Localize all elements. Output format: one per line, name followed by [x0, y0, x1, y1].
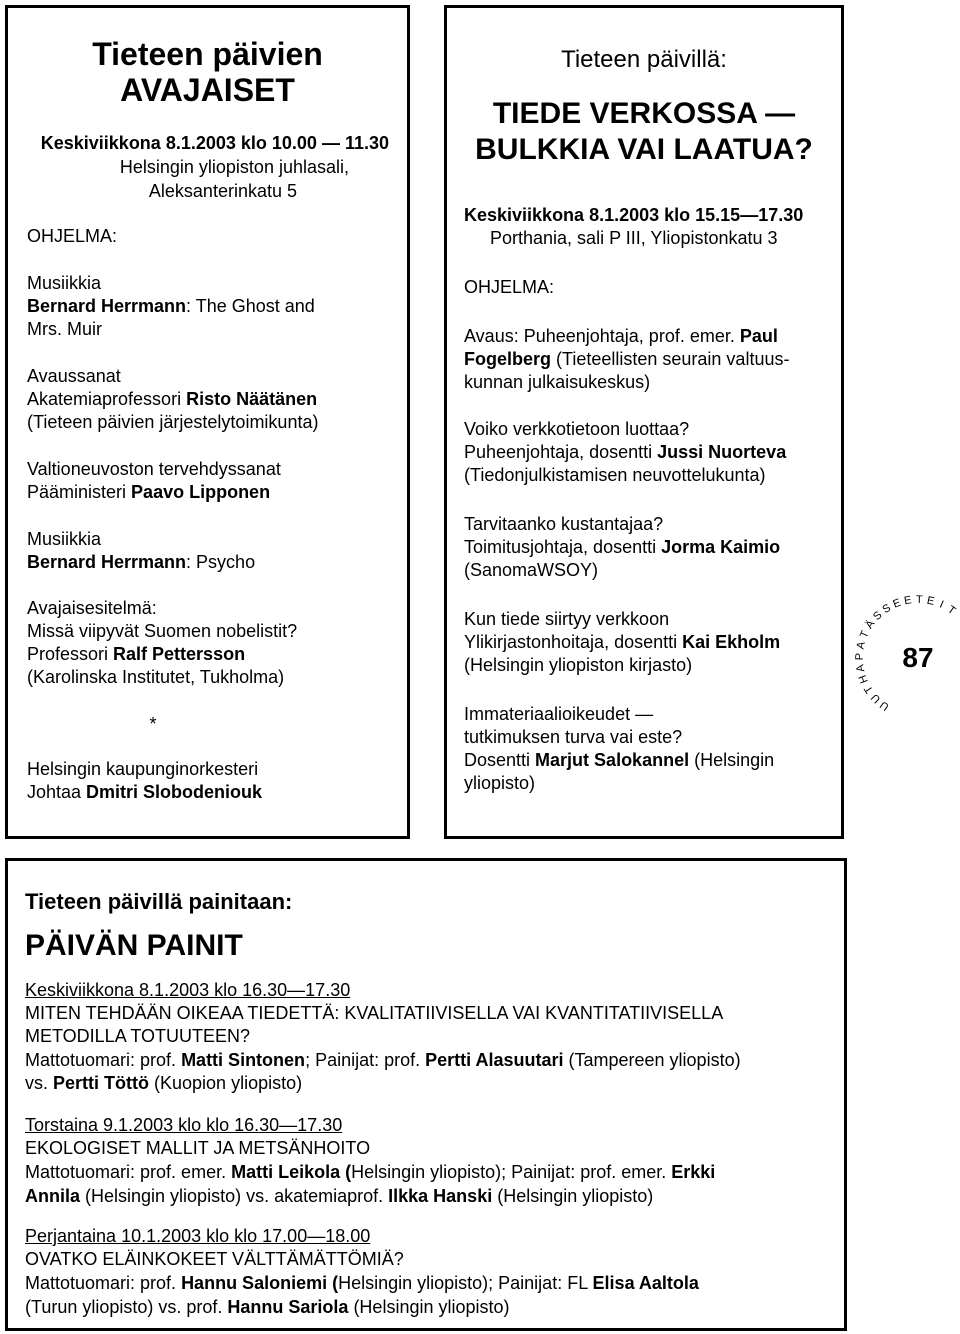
- panel-q1: Voiko verkkotietoon luottaa?: [464, 419, 690, 439]
- opening-box: [5, 5, 410, 839]
- badge-arc-letter: A: [854, 640, 868, 651]
- panel-opening-org2: kunnan julkaisukeskus): [464, 372, 651, 392]
- lecture-name: Ralf Pettersson: [113, 644, 246, 664]
- greeting-title: Pääministeri: [27, 482, 132, 502]
- lecture-line: [27, 643, 245, 665]
- lecture-label: Avajaisesitelmä:: [27, 598, 157, 618]
- tieteessa-tapahtuu-badge: [853, 568, 958, 748]
- badge-arc-letter: I: [937, 598, 946, 611]
- panel-q3: Kun tiede siirtyy verkkoon: [464, 609, 670, 629]
- conductor-label: Johtaa: [27, 782, 87, 802]
- bout1-w1-name: Pertti Alasuutari: [425, 1050, 564, 1070]
- panel-box: [444, 5, 844, 839]
- panel-opening-line1: [464, 325, 778, 347]
- bout1-line1: [25, 1049, 741, 1071]
- bout3-w1-org: (Turun yliopisto) vs. prof.: [25, 1297, 228, 1317]
- panel-q2: Tarvitaanko kustantajaa?: [464, 514, 664, 534]
- greeting-label: Valtioneuvoston tervehdyssanat: [27, 459, 281, 479]
- bout2-topic: EKOLOGISET MALLIT JA METSÄNHOITO: [25, 1138, 371, 1158]
- bout3-w2-org: (Helsingin yliopisto): [348, 1297, 510, 1317]
- bout2-line1: [25, 1161, 715, 1183]
- badge-arc-letter: T: [862, 683, 876, 696]
- music1-work2: Mrs. Muir: [27, 319, 102, 339]
- speech-title: Akatemiaprofessori: [27, 389, 187, 409]
- bout1-w2-name: Pertti Töttö: [53, 1073, 150, 1093]
- bout1-vs: vs.: [25, 1073, 54, 1093]
- panel-q3-org: (Helsingin yliopiston kirjasto): [464, 655, 693, 675]
- music1-composer: Bernard Herrmann: [27, 296, 187, 316]
- music1-work: : The Ghost and: [186, 296, 315, 316]
- panel-opening-org1: (Tieteellisten seurain valtuus-: [551, 349, 790, 369]
- panel-q3-title: Ylikirjastonhoitaja, dosentti: [464, 632, 683, 652]
- bout3-w1-name: Elisa Aaltola: [592, 1273, 699, 1293]
- bout2-date: Torstaina 9.1.2003 klo klo 16.30—17.30: [25, 1115, 343, 1135]
- panel-q1-name: Jussi Nuorteva: [657, 442, 787, 462]
- badge-arc-letter: T: [945, 603, 958, 618]
- bout3-ref-name: Hannu Saloniemi (: [181, 1273, 339, 1293]
- panel-q1-org: (Tiedonjulkistamisen neuvottelukunta): [464, 465, 766, 485]
- opening-datetime: Keskiviikkona 8.1.2003 klo 10.00 — 11.30: [40, 133, 389, 153]
- panel-q3-line: [464, 631, 780, 653]
- bout3-date: Perjantaina 10.1.2003 klo klo 17.00—18.00: [25, 1226, 371, 1246]
- panel-opening-name1: Paul: [739, 326, 778, 346]
- wrestling-title: PÄIVÄN PAINIT: [25, 929, 243, 962]
- conductor-line: [27, 781, 262, 803]
- music2-label: Musiikkia: [27, 529, 102, 549]
- separator-star: *: [149, 714, 157, 734]
- speech-label: Avaussanat: [27, 366, 121, 386]
- speech-line: [27, 388, 317, 410]
- panel-venue: Porthania, sali P III, Yliopistonkatu 3: [490, 228, 778, 248]
- panel-opening-line2: [464, 348, 789, 370]
- panel-q4-org1: (Helsingin: [689, 750, 775, 770]
- opening-venue-line1: Helsingin yliopiston juhlasali,: [119, 157, 349, 177]
- bout1-topic1: MITEN TEHDÄÄN OIKEAA TIEDETTÄ: KVALITATIIVISELLA VAI KVANTITATIIVISELLA: [25, 1003, 724, 1023]
- badge-logo: [853, 568, 958, 748]
- bout1-w1-org: (Tampereen yliopisto): [563, 1050, 741, 1070]
- badge-arc-letter: H: [856, 673, 871, 685]
- bout1-topic2: METODILLA TOTUUTEEN?: [25, 1026, 251, 1046]
- panel-program-label: OHJELMA:: [464, 277, 555, 297]
- badge-arc-letter: A: [854, 663, 868, 673]
- greeting-name: Paavo Lipponen: [131, 482, 271, 502]
- panel-q4-line2: tutkimuksen turva vai este?: [464, 727, 683, 747]
- panel-title-line1: TIEDE VERKOSSA —: [492, 97, 796, 130]
- bout2-w1-name1: Erkki: [671, 1162, 716, 1182]
- music1-line: [27, 295, 315, 317]
- opening-title-line1: Tieteen päivien: [92, 36, 323, 72]
- panel-q4-line1: Immateriaalioikeudet —: [464, 704, 654, 724]
- bout2-w2-name: Ilkka Hanski: [388, 1186, 493, 1206]
- bout1-date: Keskiviikkona 8.1.2003 klo 16.30—17.30: [25, 980, 351, 1000]
- bout1-ref-name: Matti Sintonen: [181, 1050, 306, 1070]
- bout2-ref-org: Helsingin yliopisto); Painijat: prof. emer.: [351, 1162, 672, 1182]
- wrestling-heading: Tieteen päivillä painitaan:: [25, 889, 293, 914]
- panel-q3-name: Kai Ekholm: [682, 632, 781, 652]
- speech-org: (Tieteen päivien järjestelytoimikunta): [27, 412, 319, 432]
- bout3-line2: [25, 1296, 510, 1318]
- panel-q4-org2: yliopisto): [464, 773, 536, 793]
- panel-q2-name: Jorma Kaimio: [661, 537, 781, 557]
- lecture-title: Professori: [27, 644, 114, 664]
- panel-q2-title: Toimitusjohtaja, dosentti: [464, 537, 662, 557]
- badge-arc-letter: U: [877, 698, 892, 713]
- bout1-ref-label: Mattotuomari: prof.: [25, 1050, 182, 1070]
- music2-composer: Bernard Herrmann: [27, 552, 187, 572]
- bout2-w1-org: (Helsingin yliopisto) vs. akatemiaprof.: [80, 1186, 389, 1206]
- bout2-w2-org: (Helsingin yliopisto): [492, 1186, 654, 1206]
- bout3-ref-label: Mattotuomari: prof.: [25, 1273, 182, 1293]
- badge-arc-letter: E: [891, 596, 903, 611]
- badge-arc-letter: E: [925, 594, 936, 608]
- panel-q4-title: Dosentti: [464, 750, 536, 770]
- opening-title-line2: AVAJAISET: [120, 72, 295, 108]
- bout2-ref-label: Mattotuomari: prof. emer.: [25, 1162, 232, 1182]
- bout1-wrestlers-label: ; Painijat: prof.: [305, 1050, 426, 1070]
- panel-q1-title: Puheenjohtaja, dosentti: [464, 442, 658, 462]
- bout3-line1: [25, 1272, 699, 1294]
- music1-label: Musiikkia: [27, 273, 102, 293]
- bout3-topic: OVATKO ELÄINKOKEET VÄLTTÄMÄTTÖMIÄ?: [25, 1249, 404, 1269]
- bout3-w2-name: Hannu Sariola: [227, 1297, 349, 1317]
- panel-title-line2: BULKKIA VAI LAATUA?: [475, 133, 813, 166]
- wrestling-box: [5, 858, 847, 1331]
- panel-q4-line3: [464, 749, 774, 771]
- music2-line: [27, 551, 255, 573]
- badge-arc-letter: S: [880, 601, 894, 617]
- bout2-w1-name2: Annila: [25, 1186, 81, 1206]
- badge-arc-letter: U: [868, 691, 884, 706]
- panel-q4-name: Marjut Salokannel: [535, 750, 690, 770]
- music2-work: : Psycho: [186, 552, 256, 572]
- speech-name: Risto Näätänen: [186, 389, 318, 409]
- bout2-ref-name: Matti Leikola (: [231, 1162, 352, 1182]
- panel-heading: Tieteen päivillä:: [561, 46, 727, 73]
- badge-number: 87: [902, 642, 934, 673]
- panel-datetime: Keskiviikkona 8.1.2003 klo 15.15—17.30: [464, 205, 804, 225]
- badge-arc-letter: P: [853, 652, 866, 661]
- panel-q2-line: [464, 536, 780, 558]
- lecture-org: (Karolinska Institutet, Tukholma): [27, 667, 285, 687]
- greeting-line: [27, 481, 270, 503]
- lecture-topic: Missä viipyvät Suomen nobelistit?: [27, 621, 298, 641]
- panel-q2-org: (SanomaWSOY): [464, 560, 599, 580]
- panel-opening-name2: Fogelberg: [464, 349, 552, 369]
- bout3-ref-org: Helsingin yliopisto); Painijat: FL: [338, 1273, 593, 1293]
- badge-arc-letter: T: [857, 629, 872, 641]
- badge-arc-letter: S: [871, 609, 885, 623]
- bout2-line2: [25, 1185, 653, 1207]
- badge-arc-letter: T: [915, 593, 923, 606]
- panel-q1-line: [464, 441, 786, 463]
- opening-venue-line2: Aleksanterinkatu 5: [148, 181, 297, 201]
- bout1-w2-org: (Kuopion yliopisto): [149, 1073, 303, 1093]
- orchestra: Helsingin kaupunginorkesteri: [27, 759, 259, 779]
- badge-arc-letter: Ä: [863, 618, 878, 632]
- opening-program-label: OHJELMA:: [27, 226, 118, 246]
- badge-arc-letter: E: [903, 594, 913, 608]
- bout1-line2: [25, 1072, 302, 1094]
- panel-opening-label: Avaus: Puheenjohtaja, prof. emer.: [464, 326, 740, 346]
- conductor-name: Dmitri Slobodeniouk: [86, 782, 263, 802]
